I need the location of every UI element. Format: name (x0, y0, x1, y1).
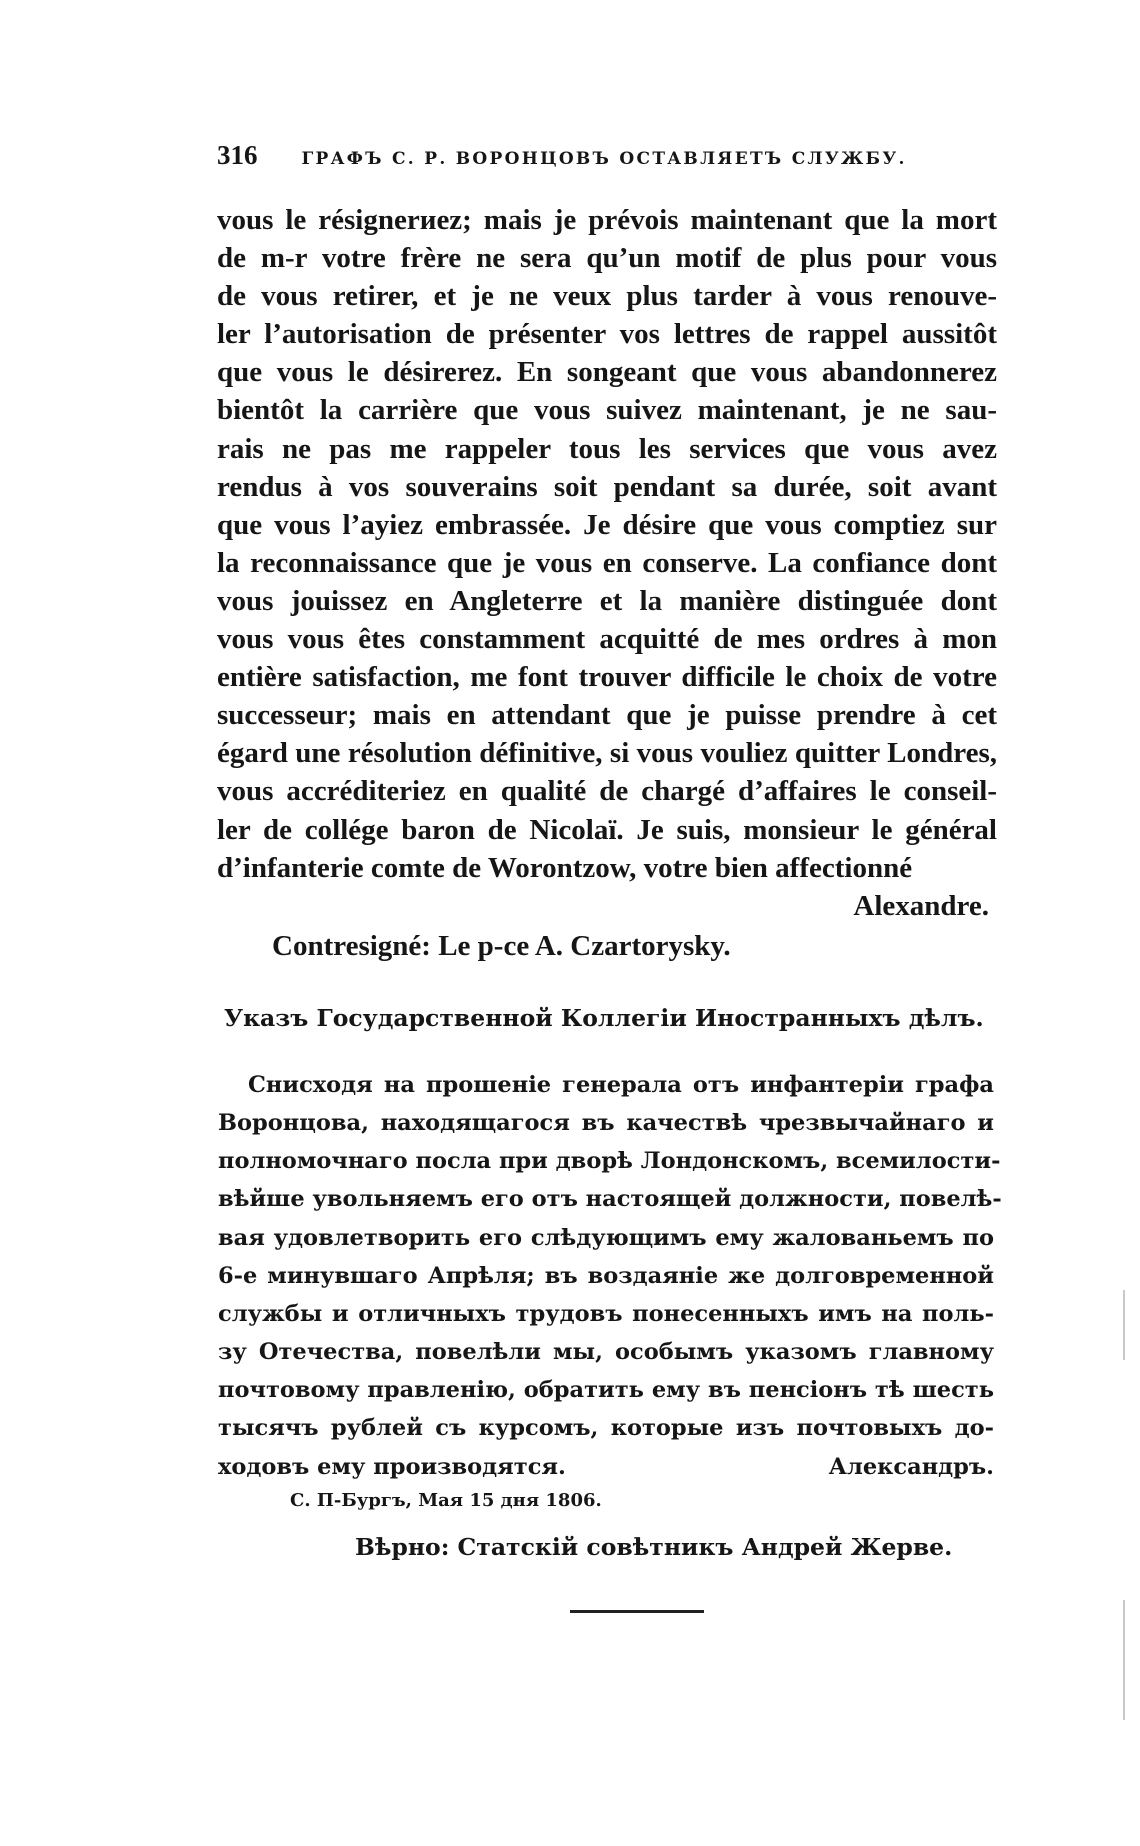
certification-line: Вѣрно: Статскій совѣтникъ Андрей Жерве. (355, 1533, 953, 1561)
letter-line: de m-r votre frère ne sera qu’un motif de plus pour vous (217, 242, 997, 275)
running-head (217, 140, 997, 171)
letter-line: vous vous êtes constamment acquitté de mes ordres à mon (217, 623, 997, 656)
letter-line: ler de collége baron de Nicolaï. Je suis, monsieur le général (217, 813, 997, 846)
letter-line: que vous le désirerez. En songeant que vous abandonnerez (217, 356, 997, 389)
decree-line: зу Отечества, повелѣли мы, особымъ указомъ главному (218, 1339, 994, 1366)
decree-line: почтовому правленію, обратить ему въ пенсіонъ тѣ шесть (218, 1377, 994, 1404)
page-number: 316 (217, 140, 258, 170)
letter-line: entière satisfaction, me font trouver difficile le choix de votre (217, 661, 997, 694)
decree-heading: Указъ Государственной Коллегіи Иностранныхъ дѣлъ. (224, 1004, 984, 1032)
letter-line: rais ne pas me rappeler tous les services que vous avez (217, 432, 997, 465)
decree-line: вѣйше увольняемъ его отъ настоящей должности, повелѣ- (218, 1186, 1002, 1213)
decree-line: Снисходя на прошеніе генерала отъ инфантеріи графа (248, 1072, 994, 1098)
letter-line: la reconnaissance que je vous en conserve. La confiance dont (217, 546, 997, 579)
letter-line: successeur; mais en attendant que je puisse prendre à cet (217, 699, 997, 732)
letter-line: d’infanterie comte de Worontzow, votre bien affectionné (217, 851, 913, 884)
decree-signature: Александръ. (828, 1453, 994, 1480)
letter-line: que vous l’ayiez embrassée. Je désire que vous comptiez sur (217, 508, 997, 541)
letter-line: de vous retirer, et je ne veux plus tarder à vous renouve- (217, 280, 997, 313)
letter-line: vous le résignerиez; mais je prévois maintenant que la mort (217, 204, 997, 236)
running-head-title: ГРАФЪ С. Р. ВОРОНЦОВЪ ОСТАВЛЯЕТЪ СЛУЖБУ. (301, 149, 907, 169)
french-letter-text (217, 201, 997, 925)
decree-place-date: С. П-Бургъ, Мая 15 дня 1806. (290, 1490, 602, 1511)
decree-line: службы и отличныхъ трудовъ понесенныхъ имъ на поль- (218, 1300, 994, 1327)
decree-line: ходовъ ему производятся. (218, 1453, 566, 1480)
letter-signature: Alexandre. (853, 889, 989, 922)
decree-line: Воронцова, находящагося въ качествѣ чрезвычайнаго и (218, 1110, 994, 1137)
page-edge-mark (1123, 1290, 1125, 1360)
russian-decree-text (218, 1066, 1002, 1486)
letter-line: vous jouissez en Angleterre et la manière distinguée dont (217, 584, 997, 617)
page-edge-mark (1123, 1600, 1125, 1720)
letter-line: bientôt la carrière que vous suivez maintenant, je ne sau- (217, 394, 997, 427)
decree-line: 6-е минувшаго Апрѣля; въ воздаяніе же долговременной (218, 1262, 994, 1289)
letter-line: ler l’autorisation de présenter vos lettres de rappel aussitôt (217, 318, 997, 351)
section-divider (570, 1610, 704, 1613)
decree-line: тысячъ рублей съ курсомъ, которые изъ почтовыхъ до- (218, 1415, 994, 1442)
decree-line: вая удовлетворить его слѣдующимъ ему жалованьемъ по (218, 1224, 994, 1251)
decree-last-line (218, 1448, 994, 1486)
letter-line: vous accréditeriez en qualité de chargé d’affaires le conseil- (217, 775, 997, 808)
countersignature: Contresigné: Le p-ce A. Czartorysky. (272, 930, 731, 962)
letter-line: égard une résolution définitive, si vous vouliez quitter Londres, (217, 737, 997, 770)
letter-line: rendus à vos souverains soit pendant sa durée, soit avant (217, 470, 997, 503)
decree-line: полномочнаго посла при дворѣ Лондонскомъ, всемилости- (218, 1148, 1001, 1175)
